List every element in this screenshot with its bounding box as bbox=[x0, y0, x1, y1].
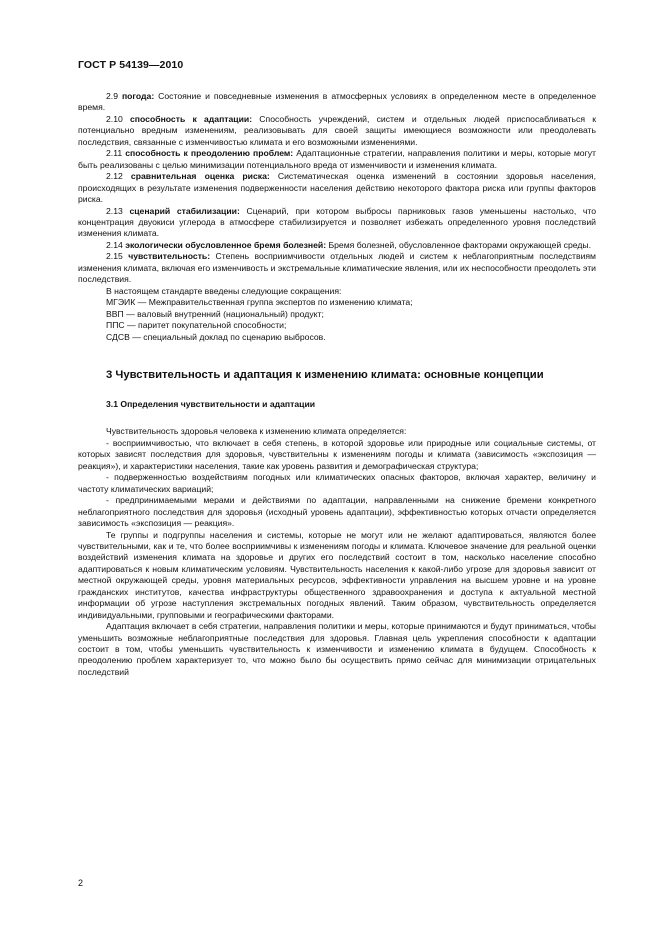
list-item: - подверженностью воздействиям погодных или климатических опасных факторов, включая характер, величину и частоту климатических вариаций; bbox=[78, 472, 596, 494]
term-number: 2.14 bbox=[106, 239, 123, 250]
abbreviations-intro: В настоящем стандарте введены следующие сокращения: bbox=[106, 285, 342, 296]
abbreviation-item: МГЭИК — Межправительственная группа экспертов по изменению климата; bbox=[106, 297, 413, 308]
abbreviation-item: ВВП — валовый внутренний (национальный) продукт; bbox=[106, 308, 324, 319]
term-2-11 bbox=[78, 148, 596, 171]
term-number: 2.15 bbox=[106, 251, 123, 262]
body-paragraph: Адаптация включает в себя стратегии, направления политики и меры, которые принимаются и будут приниматься, чтобы уменьшить возможные неблагоприятные последствия для здоровья. Главная цель укрепления способности к адаптации состоит в том, чтобы уменьшить чувствительность к изменчивости и изменению климата в будущем. Способность к преодолению проблем характеризует то, что можно было бы осуществить прямо сейчас для минимизации отрицательных последствий bbox=[78, 621, 596, 677]
term-number: 2.10 bbox=[106, 113, 123, 124]
document-body bbox=[78, 91, 596, 678]
term-2-12 bbox=[78, 171, 596, 205]
term-definition: Состояние и повседневные изменения в атмосферных условиях в определенном месте в определенное время. bbox=[78, 91, 596, 113]
term-number: 2.9 bbox=[106, 91, 118, 101]
list-item: - предпринимаемыми мерами и действиями по адаптации, направленными на снижение бремени конкретного неблагоприятного последствия для здоровья (исходный уровень адаптации), эффективностью которых отчасти определяется зависимость «экспозиция — реакция». bbox=[78, 495, 596, 529]
body-paragraph: Чувствительность здоровья человека к изменению климата определяется: bbox=[106, 426, 407, 437]
term-number: 2.11 bbox=[106, 148, 123, 159]
term-number: 2.12 bbox=[106, 171, 123, 182]
term-2-15 bbox=[78, 251, 596, 285]
body-paragraph: Те группы и подгруппы населения и системы, которые не могут или не желают адаптироваться, являются более чувствительными, как и те, что более восприимчивы к изменениям погоды и климата. Ключевое значение для реальной оценки воздействий изменения климата на здоровье и других его последствий состоит в том, насколько население способно адаптироваться к новым климатическим условиям. Чувствительность населения к какой-либо угрозе для здоровья зависит от местной окружающей среды, уровня материальных ресурсов, эффективности управления на высшем уровне и на уровне гражданских институтов, качества инфраструктуры общественного здравоохранения и доступа к актуальной местной информации об угрозе наступления экстремальных погодных явлений. Таким образом, чувствительность определяется индивидуальными, групповыми и географическими факторами. bbox=[78, 529, 596, 620]
list-item: - восприимчивостью, что включает в себя степень, в которой здоровье или природные или социальные системы, от которых зависят последствия для здоровья, чувствительны к изменениям погоды и климата (зависимость «экспозиция — реакция»), и характеристики населения, такие как уровень развития и демографическая структура; bbox=[78, 437, 596, 471]
term-definition: Степень восприимчивости отдельных людей и систем к неблагоприятным последствиям изменения климата, включая его изменчивость и экстремальные климатические явления, или их неспособности преодолеть эти последствия. bbox=[78, 251, 596, 285]
term-2-9 bbox=[78, 91, 596, 114]
term-number: 2.13 bbox=[106, 205, 123, 216]
term-2-10 bbox=[78, 114, 596, 148]
document-code: ГОСТ Р 54139—2010 bbox=[78, 59, 184, 71]
term-name: экологически обусловленное бремя болезней: bbox=[125, 239, 327, 250]
term-name: сценарий стабилизации: bbox=[129, 205, 240, 216]
term-name: чувствительность: bbox=[128, 251, 211, 262]
subsection-title: 3.1 Определения чувствительности и адаптации bbox=[106, 398, 316, 409]
abbreviation-item: СДСВ — специальный доклад по сценарию выбросов. bbox=[106, 331, 326, 342]
term-name: сравнительная оценка риска: bbox=[130, 171, 270, 182]
page-number: 2 bbox=[78, 878, 84, 888]
term-definition: Адаптационные стратегии, направления политики и меры, которые могут быть реализованы с целью минимизации потенциального вреда от изменчивости и изменения климата. bbox=[78, 148, 596, 170]
term-2-13 bbox=[78, 206, 596, 240]
term-2-14 bbox=[78, 240, 596, 251]
abbreviation-item: ППС — паритет покупательной способности; bbox=[106, 320, 287, 331]
term-definition: Способность учреждений, систем и отдельных людей приспосабливаться к потенциально вредным изменениям, реализовывать для своей защиты имеющиеся возможности или преодолевать последствия, связанные с изменчивостью климата и его возможными изменениями. bbox=[78, 113, 596, 147]
term-name: способность к преодолению проблем: bbox=[125, 148, 294, 159]
term-name: способность к адаптации: bbox=[130, 113, 253, 124]
section-title: 3 Чувствительность и адаптация к изменению климата: основные концепции bbox=[106, 368, 544, 381]
term-definition: Сценарий, при котором выбросы парниковых газов уменьшены настолько, что концентрация двуокиси углерода в атмосфере стабилизируется и позволяет избежать определенного уровня последствий изменения климата. bbox=[78, 205, 596, 239]
term-name: погода: bbox=[121, 91, 155, 101]
term-definition: Систематическая оценка изменений в состоянии здоровья населения, происходящих в результате изменения подверженности населения действию некоторого фактора риска или группы факторов риска. bbox=[78, 171, 596, 205]
term-definition: Бремя болезней, обусловленное факторами окружающей среды. bbox=[326, 239, 591, 250]
